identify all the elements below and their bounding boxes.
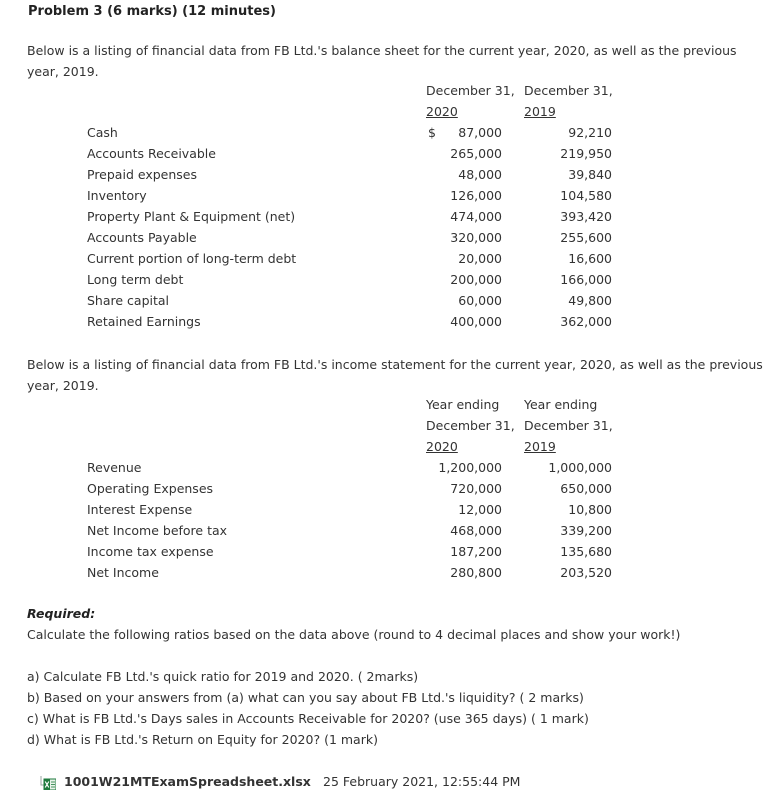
balance-row-label: Retained Earnings [87,314,201,329]
income-row-value-2020: 1,200,000 [438,460,502,475]
is-header-2020-line1: Year ending [426,397,500,412]
balance-row-value-2019: 39,840 [568,167,612,182]
balance-row-label: Prepaid expenses [87,167,197,182]
bs-header-2020-line1: December 31, [426,83,515,98]
income-row-value-2019: 10,800 [568,502,612,517]
income-row-label: Net Income [87,565,159,580]
required-instructions: Calculate the following ratios based on the data above (round to 4 decimal places and show your work!) [27,627,681,642]
income-row-label: Net Income before tax [87,523,228,538]
question-d: d) What is FB Ltd.'s Return on Equity for 2020? (1 mark) [27,732,378,747]
balance-row-label: Long term debt [87,272,184,287]
balance-row-label: Share capital [87,293,170,308]
balance-row-value-2019: 255,600 [560,230,612,245]
balance-row-value-2019: 166,000 [560,272,612,287]
balance-row-value-2019: 104,580 [560,188,612,203]
required-label: Required: [27,606,96,621]
income-row-label: Income tax expense [87,544,214,559]
balance-row-value-2020: 200,000 [450,272,502,287]
is-header-2019-line2: December 31, [524,418,613,433]
balance-row-value-2020: 320,000 [450,230,502,245]
balance-row-label: Property Plant & Equipment (net) [87,209,296,224]
income-row-value-2019: 135,680 [560,544,612,559]
income-row-label: Revenue [87,460,142,475]
balance-row-value-2019: 16,600 [568,251,612,266]
balance-row-label: Accounts Receivable [87,146,216,161]
bs-header-2019-line1: December 31, [524,83,613,98]
income-row-value-2020: 280,800 [450,565,502,580]
income-row-label: Operating Expenses [87,481,214,496]
question-a: a) Calculate FB Ltd.'s quick ratio for 2019 and 2020. ( 2marks) [27,669,419,684]
attachment-timestamp: 25 February 2021, 12:55:44 PM [323,774,521,789]
balance-row-value-2020: 60,000 [458,293,502,308]
balance-row-label: Accounts Payable [87,230,197,245]
balance-row-value-2019: 92,210 [568,125,612,140]
income-row-value-2020: 720,000 [450,481,502,496]
income-row-value-2020: 468,000 [450,523,502,538]
currency-symbol: $ [428,125,436,140]
balance-row-label: Cash [87,125,118,140]
balance-row-value-2019: 393,420 [560,209,612,224]
balance-row-label: Current portion of long-term debt [87,251,297,266]
balance-row-value-2019: 362,000 [560,314,612,329]
income-row-value-2019: 1,000,000 [548,460,612,475]
attachment-filename-link[interactable]: 1001W21MTExamSpreadsheet.xlsx [64,774,311,789]
income-row-value-2019: 339,200 [560,523,612,538]
balance-row-label: Inventory [87,188,147,203]
income-row-value-2019: 203,520 [560,565,612,580]
question-b: b) Based on your answers from (a) what can you say about FB Ltd.'s liquidity? ( 2 marks) [27,690,584,705]
balance-row-value-2019: 49,800 [568,293,612,308]
balance-row-value-2020: 87,000 [458,125,502,140]
balance-row-value-2020: 474,000 [450,209,502,224]
income-statement-intro: Below is a listing of financial data from FB Ltd.'s income statement for the current year, 2020, as well as the previous year, 2019. [27,357,763,393]
problem-title: Problem 3 (6 marks) (12 minutes) [28,4,276,19]
balance-row-value-2020: 48,000 [458,167,502,182]
excel-file-icon [40,776,56,790]
balance-row-value-2020: 400,000 [450,314,502,329]
is-header-2019-year: 2019 [524,439,556,454]
balance-row-value-2019: 219,950 [560,146,612,161]
balance-row-value-2020: 126,000 [450,188,502,203]
bs-header-2020-year: 2020 [426,104,458,119]
is-header-2020-line2: December 31, [426,418,515,433]
income-row-value-2020: 187,200 [450,544,502,559]
balance-row-value-2020: 20,000 [458,251,502,266]
is-header-2020-year: 2020 [426,439,458,454]
balance-sheet-intro: Below is a listing of financial data from FB Ltd.'s balance sheet for the current year, 2020, as well as the previous year, 2019. [27,43,737,79]
question-c: c) What is FB Ltd.'s Days sales in Accounts Receivable for 2020? (use 365 days) ( 1 mark) [27,711,589,726]
income-row-value-2019: 650,000 [560,481,612,496]
income-row-label: Interest Expense [87,502,193,517]
balance-row-value-2020: 265,000 [450,146,502,161]
is-header-2019-line1: Year ending [524,397,598,412]
bs-header-2019-year: 2019 [524,104,556,119]
income-row-value-2020: 12,000 [458,502,502,517]
